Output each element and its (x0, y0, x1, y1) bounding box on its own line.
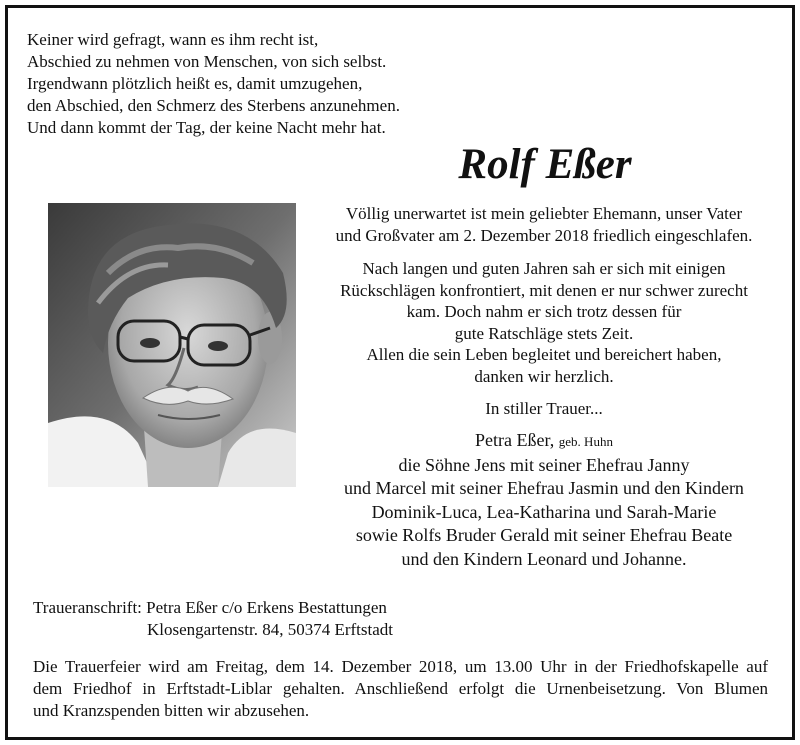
family-line: und den Kindern Leonard und Johanne. (401, 548, 687, 569)
funeral-service-info (33, 656, 768, 722)
service-line: Die Trauerfeier wird am Freitag, dem 14. Dezember 2018, um 13.00 Uhr in der Friedhofskapelle auf (33, 657, 768, 676)
family-line: Dominik-Luca, Lea-Katharina und Sarah-Marie (371, 501, 717, 522)
poem-line: Abschied zu nehmen von Menschen, von sich selbst. (27, 52, 387, 71)
deceased-name: Rolf Eßer (458, 141, 632, 188)
mourning-line: In stiller Trauer... (485, 399, 603, 418)
service-line: dem Friedhof in Erftstadt-Liblar gehalten. Anschließend erfolgt die Urnenbeisetzung. Von Blumen (33, 679, 768, 698)
life-text-line: Nach langen und guten Jahren sah er sich mit einigen (362, 259, 726, 278)
poem-line: den Abschied, den Schmerz des Sterbens anzunehmen. (27, 96, 400, 115)
life-text-line: danken wir herzlich. (474, 366, 614, 386)
life-text-line: kam. Doch nahm er sich trotz dessen für (406, 302, 682, 322)
portrait-photo (48, 203, 296, 487)
widow-line (306, 429, 782, 454)
announcement-line: Völlig unerwartet ist mein geliebter Ehemann, unser Vater (345, 204, 743, 223)
poem (27, 29, 400, 139)
widow-birth-name: geb. Huhn (558, 434, 613, 449)
family-line: die Söhne Jens mit seiner Ehefrau Janny (398, 454, 690, 475)
announcement-line: und Großvater am 2. Dezember 2018 friedlich eingeschlafen. (335, 226, 753, 245)
address-street-line: Klosengartenstr. 84, 50374 Erftstadt (147, 620, 393, 639)
death-announcement (306, 203, 782, 247)
life-text-line: Allen die sein Leben begleitet und bereichert haben, (366, 345, 722, 365)
family-line: und Marcel mit seiner Ehefrau Jasmin und den Kindern (344, 478, 744, 498)
poem-line: Keiner wird gefragt, wann es ihm recht ist, (27, 30, 319, 49)
service-line: und Kranzspenden bitten wir abzusehen. (33, 701, 310, 720)
life-text-line: gute Ratschläge stets Zeit. (454, 323, 634, 343)
poem-line: Irgendwann plötzlich heißt es, damit umzugehen, (27, 74, 363, 93)
family-list (306, 429, 782, 571)
mourning-address (33, 597, 393, 641)
address-label-line: Traueranschrift: Petra Eßer c/o Erkens Bestattungen (33, 598, 387, 617)
family-line: sowie Rolfs Bruder Gerald mit seiner Ehefrau Beate (355, 525, 733, 545)
life-text-line: Rückschlägen konfrontiert, mit denen er nur schwer zurecht (340, 280, 748, 300)
life-text (306, 258, 782, 388)
poem-line: Und dann kommt der Tag, der keine Nacht mehr hat. (27, 118, 386, 137)
widow-name: Petra Eßer, (475, 430, 555, 450)
